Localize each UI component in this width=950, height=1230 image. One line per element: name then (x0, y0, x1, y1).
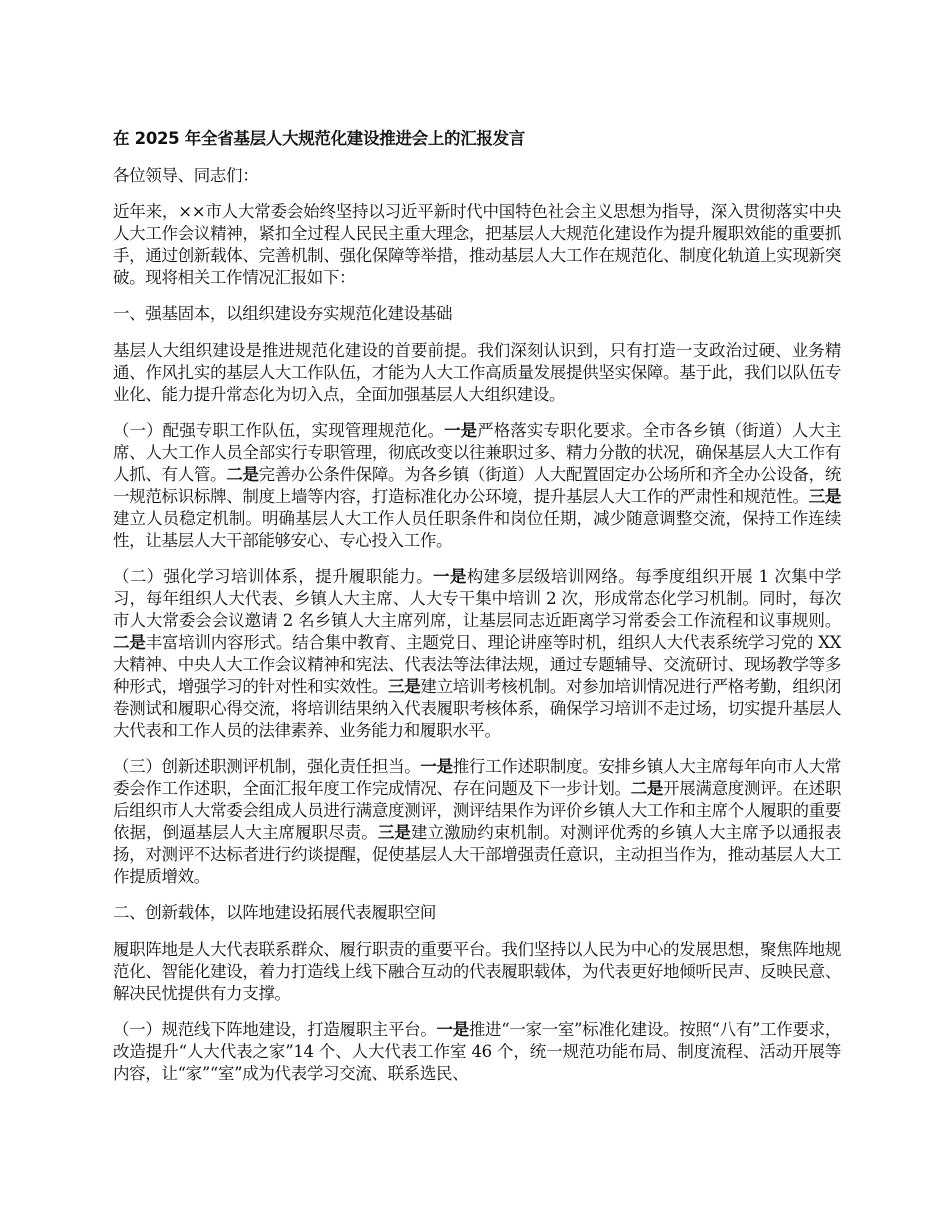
section-1-intro: 基层人大组织建设是推进规范化建设的首要前提。我们深刻认识到，只有打造一支政治过硬、业务精通、作风扎实的基层人大工作队伍，才能为人大工作高质量发展提供坚实保障。基于此，我们以队伍专业化、能力提升常态化为切入点，全面加强基层人大组织建设。 (113, 341, 841, 404)
bold-marker: 一是 (420, 757, 453, 776)
document-title: 在 2025 年全省基层人大规范化建设推进会上的汇报发言 (113, 129, 526, 148)
item-lead: （一）配强专职工作队伍，实现管理规范化。 (113, 421, 445, 440)
bold-marker: 二是 (226, 465, 259, 484)
item-text: 丰富培训内容形式。结合集中教育、主题党日、理论讲座等时机，组织人大代表系统学习党的 XX 大精神、中央人大工作会议精神和宪法、代表法等法律法规，通过专题辅导、交流研讨、现场教学等多种形式，增强学习的针对性和实效性。 (113, 633, 841, 696)
bold-marker: 一是 (433, 567, 467, 586)
item-lead: （三）创新述职测评机制，强化责任担当。 (113, 757, 421, 776)
item-text: 推行工作述职制度。安排乡镇人大主席每年向市人大常委会作工作述职，全面汇报年度工作完成情况、存在问题及下一步计划。 (113, 757, 841, 798)
item-text: 完善办公条件保障。为各乡镇（街道）人大配置固定办公场所和齐全办公设备，统一规范标识标牌、制度上墙等内容，打造标准化办公环境，提升基层人大工作的严肃性和规范性。 (113, 465, 841, 506)
section-2-intro: 履职阵地是人大代表联系群众、履行职责的重要平台。我们坚持以人民为中心的发展思想，聚焦阵地规范化、智能化建设，着力打造线上线下融合互动的代表履职载体，为代表更好地倾听民声、反映民意、解决民忧提供有力支撑。 (113, 940, 841, 1003)
item-lead: （二）强化学习培训体系，提升履职能力。 (113, 567, 433, 586)
bold-marker: 三是 (377, 823, 411, 842)
intro-paragraph: 近年来，××市人大常委会始终坚持以习近平新时代中国特色社会主义思想为指导，深入贯彻落实中央人大工作会议精神，紧扣全过程人民民主重大理念，把基层人大规范化建设作为提升履职效能的重要抓手，通过创新载体、完善机制、强化保障等举措，推动基层人大工作在规范化、制度化轨道上实现新突破。现将相关工作情况汇报如下： (113, 202, 841, 287)
item-text: 构建多层级培训网络。每季度组织开展 1 次集中学习，每年组织人大代表、乡镇人大主席、人大专干集中培训 2 次，形成常态化学习机制。同时，每次市人大常委会会议邀请 2 名乡镇人大主席列席，让基层同志近距离学习常委会工作流程和议事规则。 (113, 567, 841, 630)
bold-marker: 二是 (113, 633, 146, 652)
section-2-heading: 二、创新载体，以阵地建设拓展代表履职空间 (113, 903, 437, 922)
bold-marker: 三是 (808, 487, 842, 506)
item-text: 建立人员稳定机制。明确基层人大工作人员任职条件和岗位任期，减少随意调整交流，保持工作连续性，让基层人大干部能够安心、专心投入工作。 (113, 509, 841, 550)
bold-marker: 一是 (444, 421, 478, 440)
section-1-heading: 一、强基固本，以组织建设夯实规范化建设基础 (113, 304, 453, 323)
section-1-item-2 (113, 566, 841, 742)
salutation: 各位领导、同志们： (113, 166, 259, 185)
section-1-item-1 (113, 420, 841, 552)
bold-marker: 一是 (436, 1020, 469, 1039)
section-2-item-1 (113, 1019, 841, 1085)
item-text: 严格落实专职化要求。全市各乡镇（街道）人大主席、人大工作人员全部实行专职管理，彻底改变以往兼职过多、精力分散的状况，确保基层人大工作有人抓、有人管。 (113, 421, 841, 484)
bold-marker: 三是 (388, 677, 421, 696)
item-text: 建立激励约束机制。对测评优秀的乡镇人大主席予以通报表扬，对测评不达标者进行约谈提醒，促使基层人大干部增强责任意识，主动担当作为，推动基层人大工作提质增效。 (113, 823, 841, 886)
item-text: 开展满意度测评。在述职后组织市人大常委会组成人员进行满意度测评，测评结果作为评价乡镇人大工作和主席个人履职的重要依据，倒逼基层人大主席履职尽责。 (113, 779, 841, 842)
item-lead: （一）规范线下阵地建设，打造履职主平台。 (113, 1020, 437, 1039)
document-page (113, 128, 841, 1099)
item-text: 推进“一家一室”标准化建设。按照“八有”工作要求，改造提升“人大代表之家”14 个、人大代表工作室 46 个，统一规范功能布局、制度流程、活动开展等内容，让“家”“室”成为代表学习交流、联系选民、 (113, 1020, 841, 1083)
bold-marker: 二是 (630, 779, 664, 798)
section-1-item-3 (113, 756, 841, 888)
item-text: 建立培训考核机制。对参加培训情况进行严格考勤，组织闭卷测试和履职心得交流，将培训结果纳入代表履职考核体系，确保学习培训不走过场，切实提升基层人大代表和工作人员的法律素养、业务能力和履职水平。 (113, 677, 841, 740)
